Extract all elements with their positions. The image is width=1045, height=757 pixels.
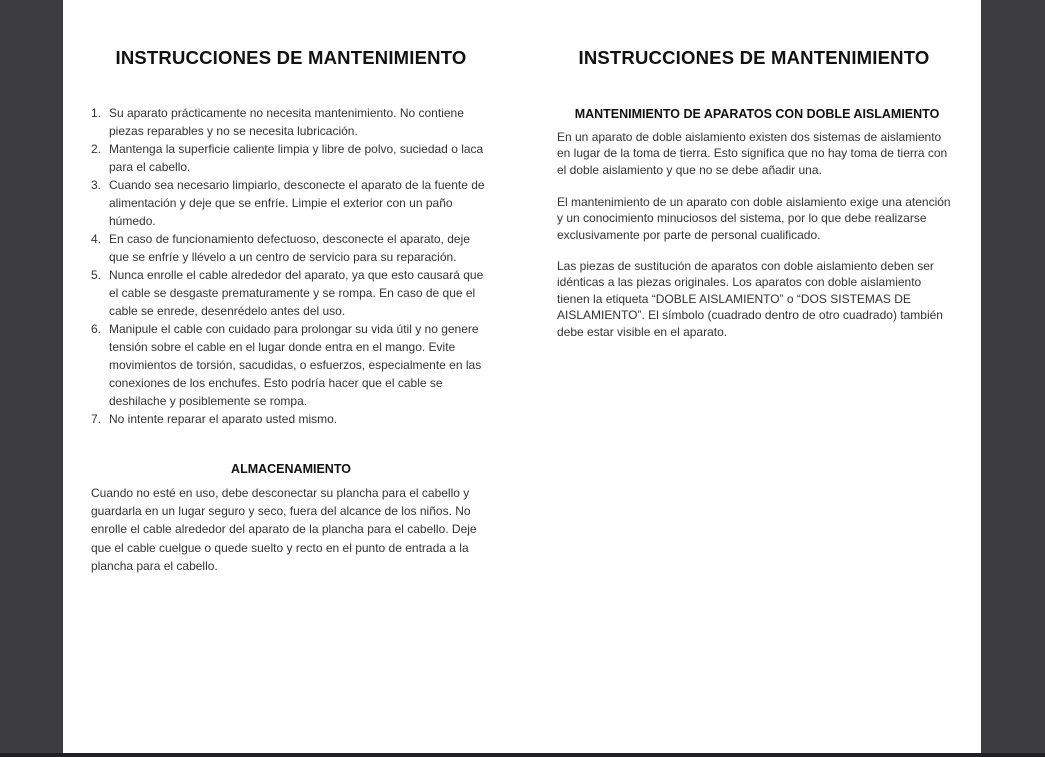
- list-item-text: Nunca enrolle el cable alrededor del aparato, ya que esto causará que el cable se desgaste prematuramente y se rompa. En caso de que el cable se enrede, desenrédelo antes del uso.: [109, 268, 484, 318]
- double-insulation-heading: MANTENIMIENTO DE APARATOS CON DOBLE AISLAMIENTO: [574, 107, 940, 121]
- list-item: [91, 176, 491, 230]
- double-insulation-paragraph: En un aparato de doble aislamiento existen dos sistemas de aislamiento en lugar de la toma de tierra. Esto significa que no hay toma de tierra con el doble aislamiento y que no se debe añadir una.: [557, 130, 948, 177]
- storage-heading: ALMACENAMIENTO: [231, 462, 351, 476]
- list-item-text: Su aparato prácticamente no necesita mantenimiento. No contiene piezas reparables y no se necesita lubricación.: [109, 106, 464, 138]
- list-item-text: No intente reparar el aparato usted mismo.: [109, 412, 338, 426]
- list-item-number: 2.: [91, 142, 102, 156]
- viewer-right-margin: [981, 0, 1045, 757]
- double-insulation-paragraph: El mantenimiento de un aparato con doble aislamiento exige una atención y un conocimiento minuciosos del sistema, por lo que debe realizarse exclusivamente por parte de personal cualificado.: [557, 195, 951, 242]
- viewer-bottom-edge: [0, 753, 1045, 757]
- list-item: [91, 230, 491, 266]
- right-page-title: INSTRUCCIONES DE MANTENIMIENTO: [578, 47, 930, 68]
- list-item-number: 4.: [91, 232, 102, 246]
- list-item: [91, 104, 491, 140]
- left-page-title: INSTRUCCIONES DE MANTENIMIENTO: [115, 47, 467, 68]
- document-page: [63, 0, 981, 753]
- list-item: [91, 410, 491, 428]
- storage-paragraph: Cuando no esté en uso, debe desconectar su plancha para el cabello y guardarla en un lugar seguro y seco, fuera del alcance de los niños. No enrolle el cable alrededor del aparato de la plancha para el cabello. Deje que el cable cuelgue o quede suelto y recto en el punto de entrada a la plancha para el cabello.: [91, 486, 477, 573]
- list-item-number: 1.: [91, 106, 102, 120]
- list-item-number: 5.: [91, 268, 102, 282]
- list-item: [91, 140, 491, 176]
- maintenance-steps-list: [91, 104, 491, 428]
- list-item: [91, 320, 491, 410]
- list-item-number: 6.: [91, 322, 102, 336]
- list-item: [91, 266, 491, 320]
- double-insulation-paragraph: Las piezas de sustitución de aparatos con doble aislamiento deben ser idénticas a las piezas originales. Los aparatos con doble aislamiento tienen la etiqueta “DOBLE AISLAMIENTO” o “DOS SISTEMAS DE AISLAMIENTO”. El símbolo (cuadrado dentro de otro cuadrado) también debe estar visible en el aparato.: [557, 259, 943, 339]
- viewer-left-margin: [0, 0, 63, 757]
- list-item-text: En caso de funcionamiento defectuoso, desconecte el aparato, deje que se enfríe y llévelo a un centro de servicio para su reparación.: [109, 232, 470, 264]
- list-item-number: 3.: [91, 178, 102, 192]
- list-item-number: 7.: [91, 412, 102, 426]
- list-item-text: Manipule el cable con cuidado para prolongar su vida útil y no genere tensión sobre el cable en el lugar donde entra en el mango. Evite movimientos de torsión, sacudidas, o esfuerzos, especialmente en las conexiones de los enchufes. Esto podría hacer que el cable se deshilache y posiblemente se rompa.: [109, 322, 482, 408]
- list-item-text: Mantenga la superficie caliente limpia y libre de polvo, suciedad o laca para el cabello.: [109, 142, 484, 174]
- list-item-text: Cuando sea necesario limpiarlo, desconecte el aparato de la fuente de alimentación y deje que se enfríe. Limpie el exterior con un paño húmedo.: [109, 178, 485, 228]
